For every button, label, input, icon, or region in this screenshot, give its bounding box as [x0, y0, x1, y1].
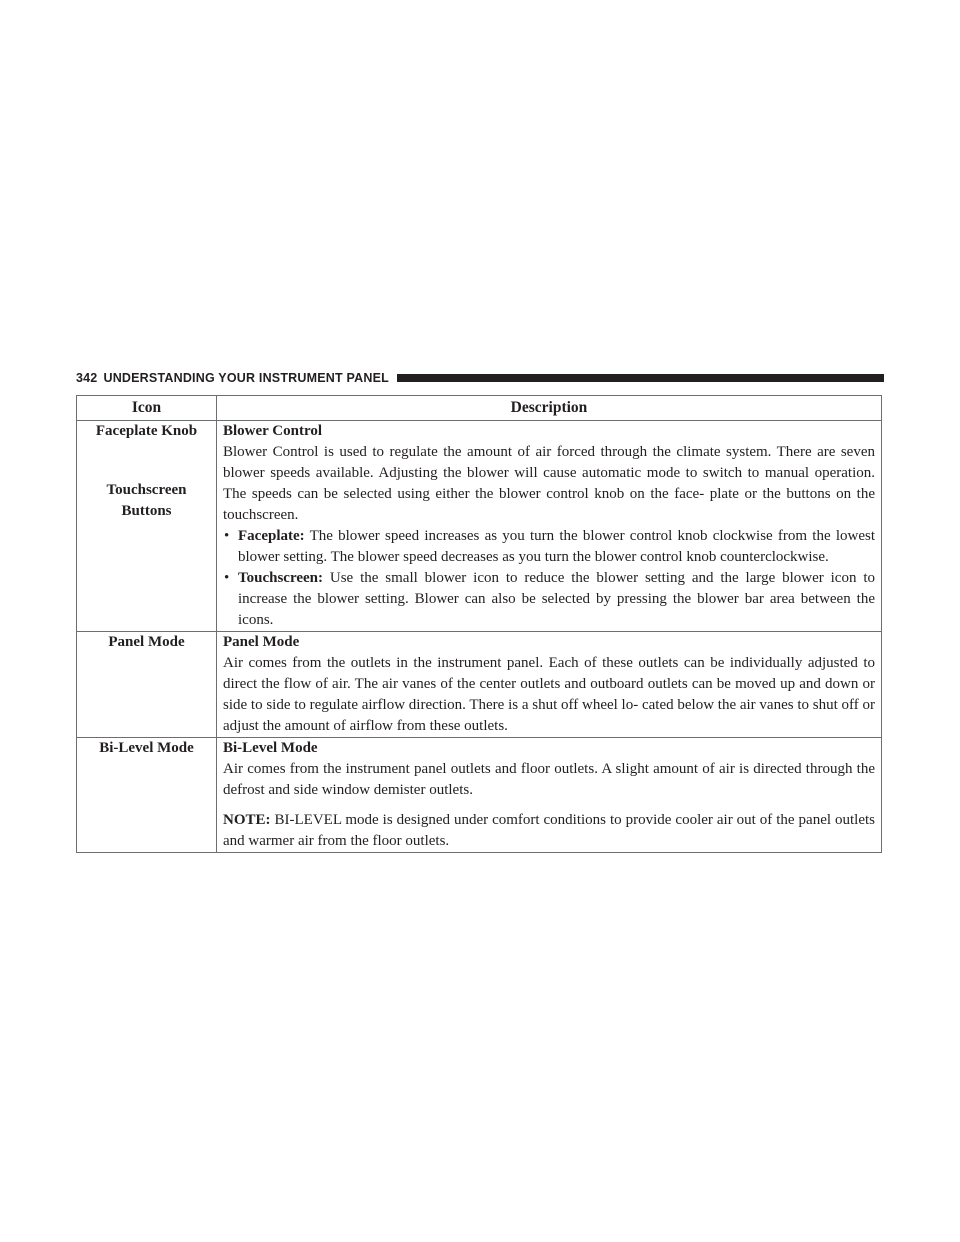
- bullet-icon: •: [224, 570, 230, 586]
- note-text: BI-LEVEL mode is designed under comfort conditions to provide cooler air out of the panel outlets and warmer air from the floor outlets.: [223, 812, 876, 849]
- section-title: UNDERSTANDING YOUR INSTRUMENT PANEL: [103, 371, 389, 385]
- page-number: 342: [76, 371, 98, 385]
- bullet-text: Use the small blower icon to reduce the blower setting and the large blower icon to increase the blower setting. Blower can also be selected by pressing the blower bar area between the icons.: [238, 570, 876, 628]
- page-header: [76, 370, 884, 386]
- note-label: NOTE:: [223, 812, 271, 828]
- icon-label-buttons: Buttons: [121, 503, 172, 519]
- icon-cell: [77, 632, 217, 738]
- table-row-bi-level-mode: [77, 738, 882, 853]
- icon-cell: [77, 738, 217, 853]
- note-paragraph: [223, 810, 875, 852]
- header-rule: [397, 374, 884, 382]
- bullet-text: The blower speed increases as you turn the blower control knob clockwise from the lowest blower setting. The blower speed decreases as you turn the blower control knob counterclockwise.: [238, 528, 875, 565]
- description-cell: [217, 421, 882, 632]
- table-row-blower-control: [77, 421, 882, 632]
- icon-cell: [77, 421, 217, 632]
- description-cell: [217, 738, 882, 853]
- bullet-label: Faceplate:: [238, 528, 305, 544]
- table-header-row: [77, 396, 882, 421]
- bullet-item-faceplate: [223, 526, 875, 568]
- icon-label-faceplate-knob: Faceplate Knob: [95, 423, 198, 439]
- column-header-icon: Icon: [77, 396, 217, 421]
- row-paragraph: Air comes from the outlets in the instrument panel. Each of these outlets can be individually adjusted to direct the flow of air. The air vanes of the center outlets and outboard outlets can be moved up and down or side to side to regulate airflow direction. There is a shut off wheel lo- cated below the air vanes to shut off or adjust the amount of airflow from these outlets.: [223, 655, 875, 734]
- row-title: Blower Control: [223, 423, 323, 439]
- description-cell: [217, 632, 882, 738]
- row-paragraph: Air comes from the instrument panel outlets and floor outlets. A slight amount of air is directed through the defrost and side window demister outlets.: [223, 761, 875, 798]
- cell-spacer: [83, 442, 210, 480]
- row-title: Bi-Level Mode: [223, 740, 318, 756]
- icon-label-panel-mode: Panel Mode: [108, 634, 185, 650]
- row-paragraph: Blower Control is used to regulate the amount of air forced through the climate system. There are seven blower speeds available. Adjusting the blower will cause automatic mode to switch to manual operation. The speeds can be selected using either the blower control knob on the face- plate or the buttons on the touchscreen.: [223, 444, 875, 523]
- icon-label-touchscreen: Touchscreen: [106, 482, 187, 498]
- icon-label-bi-level-mode: Bi-Level Mode: [99, 740, 194, 756]
- climate-controls-table: [76, 395, 882, 853]
- bullet-label: Touchscreen:: [238, 570, 324, 586]
- row-title: Panel Mode: [223, 634, 300, 650]
- bullet-list: [223, 526, 875, 631]
- column-header-description: Description: [217, 396, 882, 421]
- table-row-panel-mode: [77, 632, 882, 738]
- bullet-item-touchscreen: [223, 568, 875, 631]
- bullet-icon: •: [224, 528, 230, 544]
